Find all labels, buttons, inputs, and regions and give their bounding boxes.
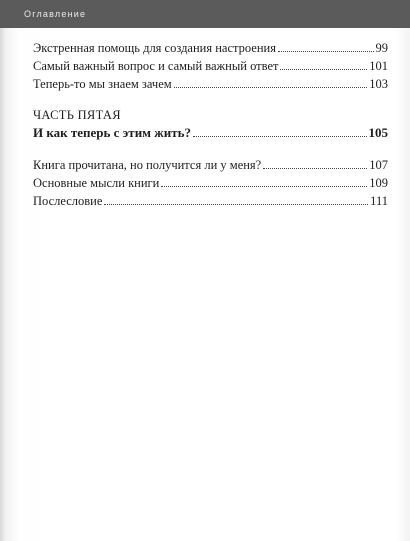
- toc-entry-title: Самый важный вопрос и самый важный ответ: [33, 59, 279, 73]
- dot-leader: [278, 40, 374, 52]
- toc-entry-page: 111: [370, 194, 388, 208]
- toc-entry-title: Основные мысли книги: [33, 176, 160, 190]
- toc-entry-title: Экстренная помощь для создания настроения: [33, 41, 276, 55]
- dot-leader: [174, 76, 368, 88]
- toc-entry-page: 99: [375, 41, 388, 55]
- toc-entry-page: 109: [369, 176, 388, 190]
- toc-entry-page: 105: [368, 125, 388, 140]
- toc-entry[interactable]: [33, 40, 388, 56]
- toc-entry-page: 107: [369, 158, 388, 172]
- toc-entry-part-title[interactable]: [33, 125, 388, 141]
- dot-leader: [263, 157, 367, 169]
- toc-entry-title: Книга прочитана, но получится ли у меня?: [33, 158, 262, 172]
- toc-entry[interactable]: [33, 58, 388, 74]
- running-header-title: Оглавление: [24, 9, 87, 19]
- toc-entry[interactable]: [33, 175, 388, 191]
- running-header: [0, 0, 410, 28]
- dot-leader: [104, 193, 368, 205]
- toc-entry[interactable]: [33, 157, 388, 173]
- toc-entry-title: Теперь-то мы знаем зачем: [33, 77, 172, 91]
- dot-leader: [193, 125, 367, 137]
- dot-leader: [161, 175, 367, 187]
- toc-entry-page: 103: [369, 77, 388, 91]
- toc-entry-page: 101: [369, 59, 388, 73]
- toc-entry-title: Послесловие: [33, 194, 103, 208]
- toc-entry[interactable]: [33, 193, 388, 209]
- toc-entry[interactable]: [33, 76, 388, 92]
- part-label: ЧАСТЬ ПЯТАЯ: [33, 108, 121, 122]
- dot-leader: [280, 58, 367, 70]
- toc-entry-title: И как теперь с этим жить?: [33, 125, 191, 140]
